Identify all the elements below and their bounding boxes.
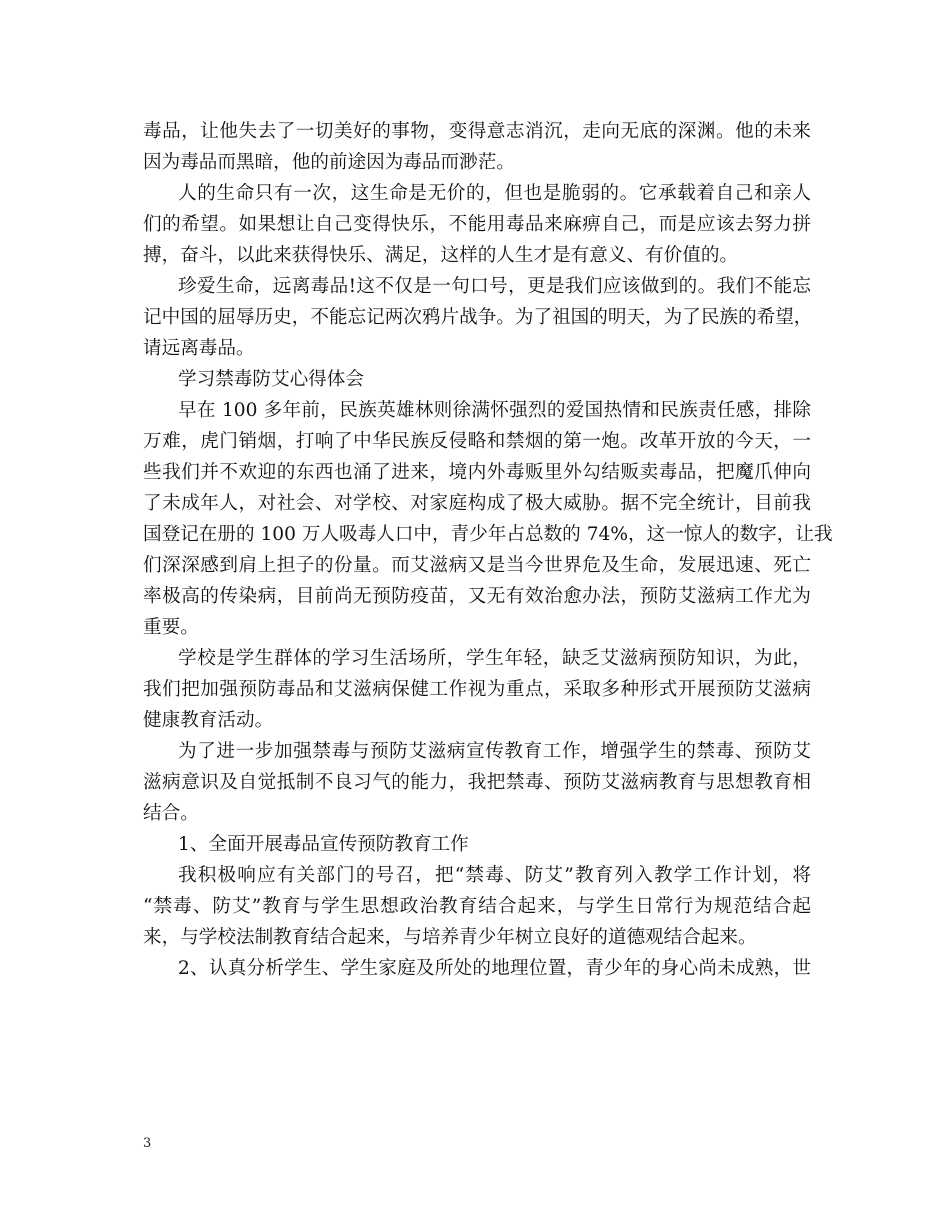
text-line: 人的生命只有一次，这生命是无价的，但也是脆弱的。它承载着自己和亲人	[178, 183, 811, 204]
page-number: 3	[143, 1136, 152, 1151]
text-line: 搏，奋斗，以此来获得快乐、满足，这样的人生才是有意义、有价值的。	[143, 245, 739, 266]
text-line: 我们把加强预防毒品和艾滋病保健工作视为重点，采取多种形式开展预防艾滋病	[143, 679, 811, 700]
text-line: 学校是学生群体的学习生活场所，学生年轻，缺乏艾滋病预防知识，为此，	[178, 648, 811, 669]
text-line: 请远离毒品。	[143, 338, 255, 359]
text-line: 来，与学校法制教育结合起来，与培养青少年树立良好的道德观结合起来。	[143, 927, 757, 948]
text-line: 重要。	[143, 617, 199, 638]
text-line: 珍爱生命，远离毒品!这不仅是一句口号，更是我们应该做到的。我们不能忘	[178, 276, 811, 297]
text-line: 健康教育活动。	[143, 710, 274, 731]
text-line: 们深深感到肩上担子的份量。而艾滋病又是当今世界危及生命，发展迅速、死亡	[143, 555, 811, 576]
text-line: 了未成年人，对社会、对学校、对家庭构成了极大威胁。据不完全统计，目前我	[143, 493, 811, 514]
text-line: 国登记在册的 100 万人吸毒人口中，青少年占总数的 74%，这一惊人的数字，让我	[143, 524, 833, 545]
body-text	[143, 116, 833, 984]
text-line: 我积极响应有关部门的号召，把“禁毒、防艾”教育列入教学工作计划，将	[178, 865, 811, 886]
text-line: 些我们并不欢迎的东西也涌了进来，境内外毒贩里外勾结贩卖毒品，把魔爪伸向	[143, 462, 811, 483]
text-line: 记中国的屈辱历史，不能忘记两次鸦片战争。为了祖国的明天，为了民族的希望，	[143, 307, 813, 328]
text-line: 为了进一步加强禁毒与预防艾滋病宣传教育工作，增强学生的禁毒、预防艾	[178, 741, 811, 762]
text-line: 结合。	[143, 803, 199, 824]
text-line: 学习禁毒防艾心得体会	[178, 369, 364, 390]
text-line: “禁毒、防艾”教育与学生思想政治教育结合起来，与学生日常行为规范结合起	[143, 896, 811, 917]
text-line: 毒品，让他失去了一切美好的事物，变得意志消沉，走向无底的深渊。他的未来	[143, 121, 811, 142]
text-line: 率极高的传染病，目前尚无预防疫苗，又无有效治愈办法，预防艾滋病工作尤为	[143, 586, 811, 607]
text-line: 万难，虎门销烟，打响了中华民族反侵略和禁烟的第一炮。改革开放的今天，一	[143, 431, 811, 452]
text-line: 因为毒品而黑暗，他的前途因为毒品而渺茫。	[143, 152, 515, 173]
text-line: 1、全面开展毒品宣传预防教育工作	[178, 834, 469, 855]
text-line: 滋病意识及自觉抵制不良习气的能力，我把禁毒、预防艾滋病教育与思想教育相	[143, 772, 811, 793]
text-line: 们的希望。如果想让自己变得快乐，不能用毒品来麻痹自己，而是应该去努力拼	[143, 214, 811, 235]
text-line: 2、认真分析学生、学生家庭及所处的地理位置，青少年的身心尚未成熟，世	[178, 958, 811, 979]
text-line: 早在 100 多年前，民族英雄林则徐满怀强烈的爱国热情和民族责任感，排除	[178, 400, 811, 421]
